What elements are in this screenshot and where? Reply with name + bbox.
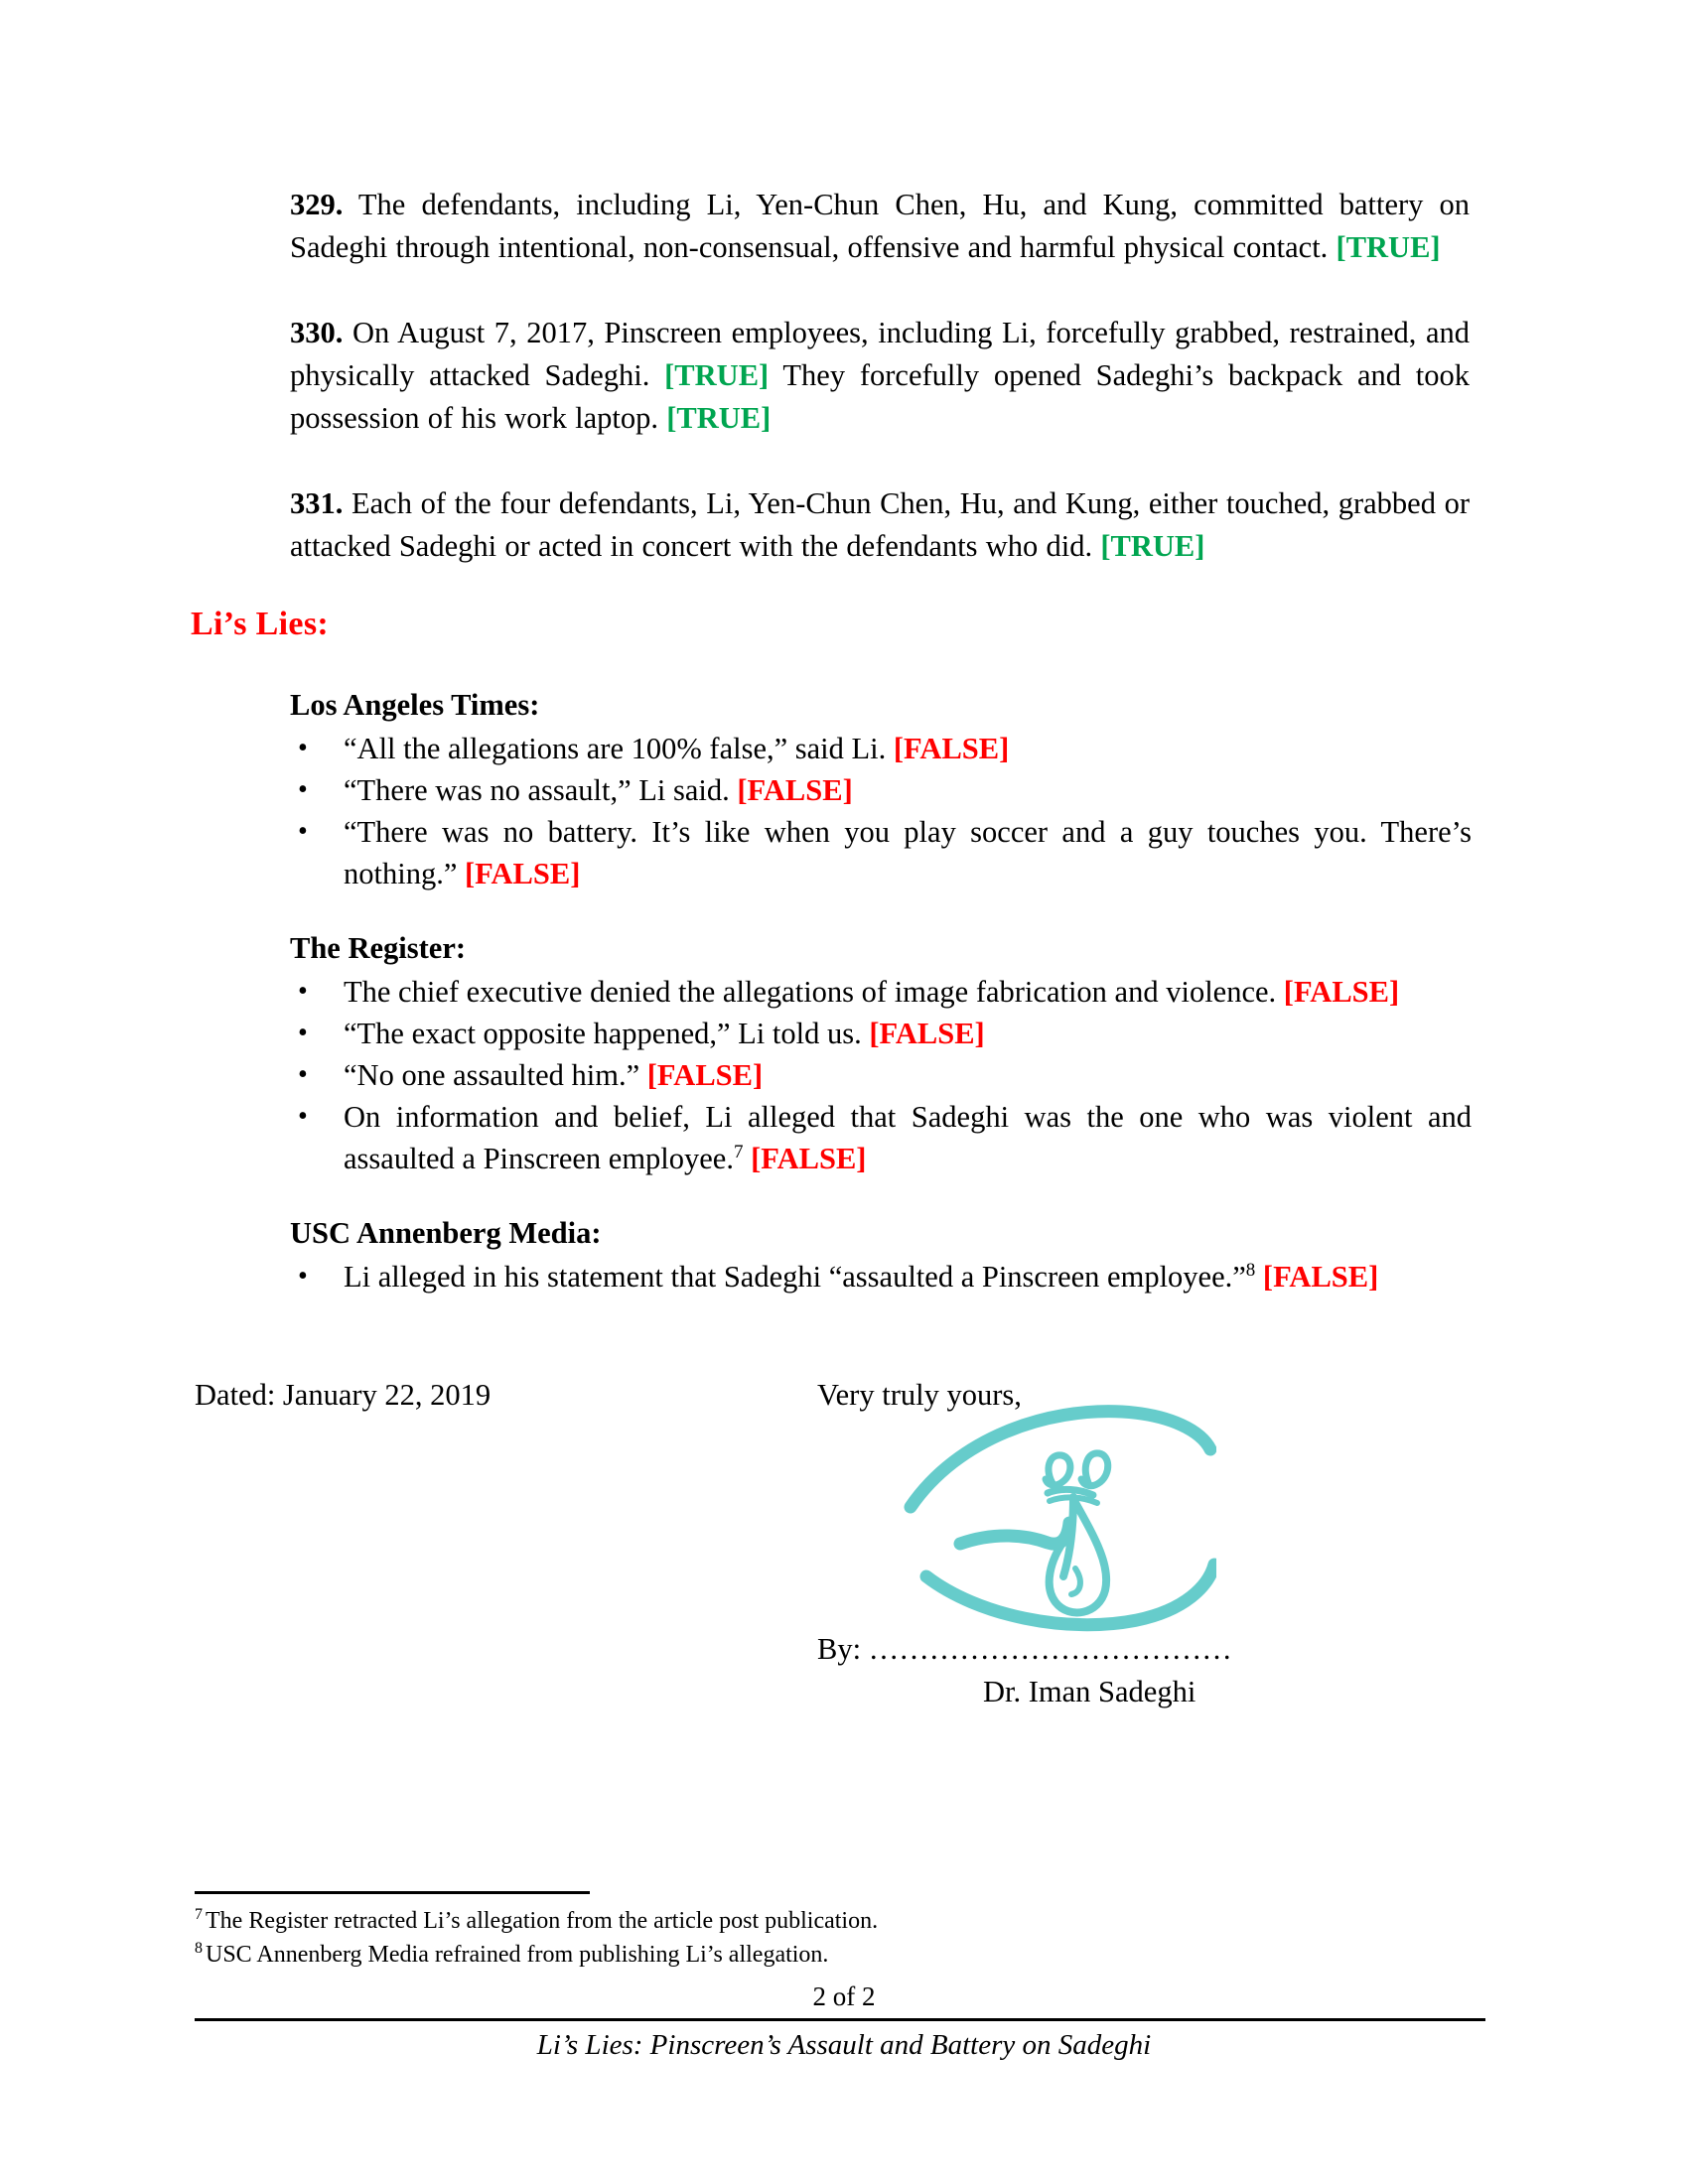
sources-list (290, 685, 1472, 1297)
dated-line: Dated: January 22, 2019 (195, 1378, 492, 1412)
footnote-number: 7 (195, 1906, 203, 1923)
paragraph-330: 330. On August 7, 2017, Pinscreen employees, including Li, forcefully grabbed, restrained, and physically attacked Sadeghi. [TRUE] They forcefully opened Sadeghi’s backpack and took possession of his work laptop. [TRUE] (290, 316, 1470, 435)
false-badge: [FALSE] (893, 732, 1010, 765)
bullet-icon: • (298, 774, 308, 805)
footnote: $^7$ The Register retracted Li’s allegation from the article post publication. (195, 1906, 879, 1934)
source-group (290, 1213, 1472, 1297)
list-item: • “No one assaulted him.” [FALSE] (290, 1054, 1472, 1096)
true-badge: [TRUE] (1336, 230, 1441, 264)
false-badge: [FALSE] (737, 773, 853, 807)
bullet-icon: • (298, 816, 308, 847)
list-item: • Li alleged in his statement that Sadeghi “assaulted a Pinscreen employee.”$^8$ [FALSE] (290, 1256, 1472, 1297)
source-title: USC Annenberg Media: (290, 1216, 602, 1250)
source-group (290, 928, 1472, 1179)
closing-line: Very truly yours, (817, 1378, 1022, 1412)
bullet-list (290, 728, 1472, 894)
list-item: • “All the allegations are 100% false,” said Li. [FALSE] (290, 728, 1472, 769)
false-badge: [FALSE] (1262, 1260, 1379, 1294)
true-badge: [TRUE] (666, 401, 772, 435)
signature-by-line: By: ……………………………… (817, 1632, 1232, 1666)
paragraph-329: 329. The defendants, including Li, Yen-Chun Chen, Hu, and Kung, committed battery on Sadeghi through intentional, non-consensual, offensive and harmful physical contact. [TRUE] (290, 188, 1470, 264)
source-title: The Register: (290, 931, 467, 965)
list-item: • On information and belief, Li alleged that Sadeghi was the one who was violent and assaulted a Pinscreen employee.$^7$ [FALSE] (290, 1096, 1472, 1179)
true-badge: [TRUE] (1100, 529, 1205, 563)
list-item: • “There was no assault,” Li said. [FALSE] (290, 769, 1472, 811)
bullet-icon: • (298, 976, 308, 1007)
lis-lies-heading: Li’s Lies: (191, 606, 330, 642)
footnote-marker[interactable]: 7 (733, 1141, 744, 1162)
list-item: • “The exact opposite happened,” Li told us. [FALSE] (290, 1013, 1472, 1054)
footer-title: Li’s Lies: Pinscreen’s Assault and Battery on Sadeghi (536, 2029, 1152, 2061)
bullet-icon: • (298, 1261, 308, 1292)
bullet-list (290, 971, 1472, 1179)
source-group (290, 685, 1472, 894)
signer-name: Dr. Iman Sadeghi (983, 1675, 1196, 1708)
footnote-marker[interactable]: 8 (1245, 1259, 1256, 1281)
footnotes (195, 1904, 1485, 1972)
signature-image (899, 1390, 1216, 1648)
footer-rule (195, 2018, 1485, 2021)
numbered-paragraphs (290, 184, 1470, 568)
false-badge: [FALSE] (646, 1058, 764, 1092)
false-badge: [FALSE] (751, 1142, 867, 1175)
paragraph-number: 330. (290, 316, 344, 349)
source-title: Los Angeles Times: (290, 688, 540, 722)
list-item: • The chief executive denied the allegations of image fabrication and violence. [FALSE] (290, 971, 1472, 1013)
false-badge: [FALSE] (869, 1017, 985, 1050)
bullet-icon: • (298, 733, 308, 763)
paragraph-331: 331. Each of the four defendants, Li, Yen-Chun Chen, Hu, and Kung, either touched, grabbed or attacked Sadeghi or acted in concert with the defendants who did. [TRUE] (290, 486, 1470, 563)
footnote: $^8$ USC Annenberg Media refrained from publishing Li’s allegation. (195, 1940, 829, 1968)
list-item: • “There was no battery. It’s like when you play soccer and a guy touches you. There’s nothing.” [FALSE] (290, 811, 1472, 894)
bullet-icon: • (298, 1101, 308, 1132)
false-badge: [FALSE] (465, 857, 581, 890)
bullet-list (290, 1256, 1472, 1297)
false-badge: [FALSE] (1283, 975, 1400, 1009)
paragraph-number: 331. (290, 486, 344, 520)
bullet-icon: • (298, 1018, 308, 1048)
paragraph-number: 329. (290, 188, 344, 221)
true-badge: [TRUE] (664, 358, 770, 392)
footnote-separator-rule (195, 1891, 590, 1894)
footnote-number: 8 (195, 1940, 203, 1957)
bullet-icon: • (298, 1059, 308, 1090)
page-number: 2 of 2 (812, 1981, 876, 2011)
